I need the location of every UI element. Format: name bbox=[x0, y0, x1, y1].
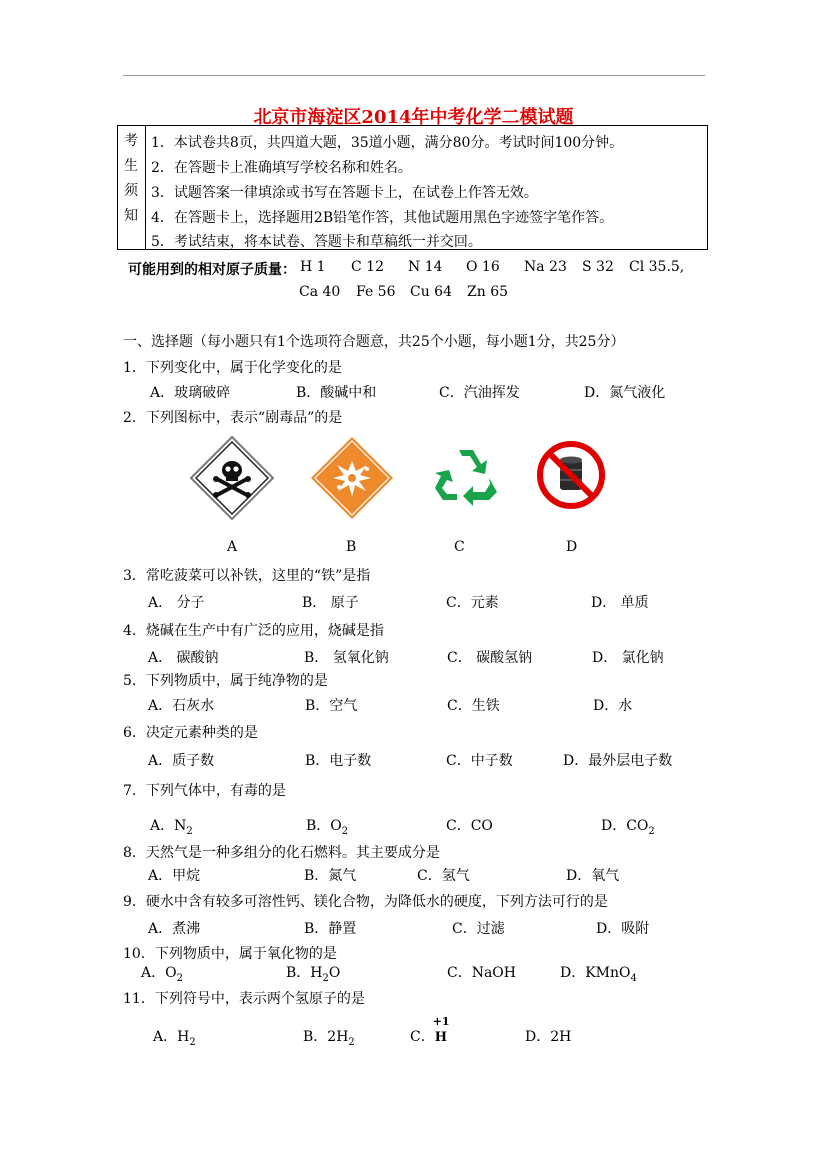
question-stem: 10．下列物质中，属于氧化物的是 bbox=[123, 946, 337, 962]
notice-item: 4．在答题卡上，选择题用2B铅笔作答，其他试题用黑色字迹签字笔作答。 bbox=[151, 210, 614, 226]
subscript: 2 bbox=[341, 825, 349, 837]
question-stem: 3．常吃菠菜可以补铁，这里的“铁”是指 bbox=[123, 568, 371, 584]
subscript: 2 bbox=[176, 972, 183, 984]
notice-label-char: 须 bbox=[124, 183, 138, 199]
notice-item: 2．在答题卡上准确填写学校名称和姓名。 bbox=[151, 160, 412, 176]
notice-label-char: 生 bbox=[124, 158, 138, 174]
atomic-mass: Cu 64 bbox=[410, 284, 452, 300]
option-b-text: B．2H bbox=[303, 1029, 349, 1045]
subscript: 4 bbox=[630, 972, 637, 984]
subscript: 2 bbox=[648, 825, 655, 837]
option-c: C．汽油挥发 bbox=[439, 385, 520, 401]
explosive-icon bbox=[309, 435, 395, 521]
subscript: 2 bbox=[189, 1036, 196, 1048]
option-d-text: D．CO bbox=[601, 818, 649, 834]
option-d: D．最外层电子数 bbox=[563, 753, 673, 769]
atomic-mass: H 1 bbox=[300, 259, 326, 275]
element-symbol: H bbox=[434, 1030, 448, 1045]
option-a: A．石灰水 bbox=[148, 698, 215, 714]
option-c-text: C． bbox=[410, 1029, 435, 1045]
option-b: B． 氢氧化钠 bbox=[304, 650, 389, 666]
option-b-text: B．H bbox=[286, 965, 323, 981]
option-c: C． 碳酸氢钠 bbox=[447, 650, 533, 666]
option-a-text: A．N bbox=[150, 818, 187, 834]
option-a: A． 分子 bbox=[148, 595, 205, 611]
option-b bbox=[303, 1026, 355, 1046]
option-b-text: O bbox=[328, 965, 341, 981]
atomic-mass: Zn 65 bbox=[467, 284, 509, 300]
subscript: 2 bbox=[348, 1036, 355, 1048]
option-d: D．2H bbox=[525, 1029, 572, 1045]
option-c: C．氢气 bbox=[417, 868, 470, 884]
question-stem: 2．下列图标中，表示“剧毒品”的是 bbox=[123, 410, 343, 426]
option-d-text: D．KMnO bbox=[560, 965, 631, 981]
notice-item: 5．考试结束，将本试卷、答题卡和草稿纸一并交回。 bbox=[151, 234, 482, 250]
atomic-mass: Na 23 bbox=[524, 259, 567, 275]
charged-symbol bbox=[432, 1015, 450, 1045]
option-b: B．酸碱中和 bbox=[296, 385, 377, 401]
image-label-c: C bbox=[454, 539, 465, 555]
recycle-icon bbox=[429, 444, 503, 506]
image-label-d: D bbox=[566, 539, 578, 555]
atomic-mass: S 32 bbox=[582, 259, 614, 275]
option-b-text: B．O bbox=[306, 818, 342, 834]
option-c: C．生铁 bbox=[447, 698, 500, 714]
option-d: D．水 bbox=[593, 698, 633, 714]
option-a bbox=[150, 815, 193, 835]
notice-label-char: 知 bbox=[124, 208, 138, 224]
option-b: B． 原子 bbox=[302, 595, 359, 611]
option-c: C．中子数 bbox=[446, 753, 513, 769]
image-label-b: B bbox=[346, 539, 357, 555]
question-stem: 7．下列气体中，有毒的是 bbox=[123, 783, 286, 799]
atomic-mass-label: 可能用到的相对原子质量： bbox=[128, 262, 296, 278]
option-a-text: A．O bbox=[141, 965, 177, 981]
option-d: D．吸附 bbox=[596, 921, 650, 937]
option-d bbox=[560, 962, 637, 982]
atomic-mass: C 12 bbox=[351, 259, 384, 275]
header-rule bbox=[123, 75, 705, 76]
page-title: 北京市海淀区2014年中考化学二模试题 bbox=[253, 107, 574, 128]
question-stem: 8．天然气是一种多组分的化石燃料。其主要成分是 bbox=[123, 845, 440, 861]
no-oil-barrel-icon bbox=[536, 440, 606, 510]
notice-label-char: 考 bbox=[124, 133, 138, 149]
option-b bbox=[306, 815, 348, 835]
option-d: D． 单质 bbox=[591, 595, 649, 611]
option-d bbox=[601, 815, 655, 835]
atomic-mass: Ca 40 bbox=[299, 284, 341, 300]
option-b: B．氮气 bbox=[304, 868, 357, 884]
subscript: 2 bbox=[322, 972, 329, 984]
question-stem: 6．决定元素种类的是 bbox=[123, 725, 258, 741]
option-b bbox=[286, 962, 340, 982]
option-a: A．玻璃破碎 bbox=[150, 385, 231, 401]
section-heading: 一、选择题（每小题只有1个选项符合题意，共25个小题，每小题1分，共25分） bbox=[123, 334, 625, 350]
atomic-mass: Cl 35.5, bbox=[629, 259, 685, 275]
option-a bbox=[141, 962, 183, 982]
option-a bbox=[153, 1026, 196, 1046]
option-c bbox=[410, 1015, 450, 1046]
question-stem: 9．硬水中含有较多可溶性钙、镁化合物，为降低水的硬度，下列方法可行的是 bbox=[123, 894, 608, 910]
option-d: D． 氯化钠 bbox=[592, 650, 664, 666]
option-a: A．质子数 bbox=[148, 753, 215, 769]
option-c: C．元素 bbox=[446, 595, 499, 611]
option-a: A．甲烷 bbox=[148, 868, 201, 884]
question-stem: 4．烧碱在生产中有广泛的应用，烧碱是指 bbox=[123, 623, 384, 639]
notice-item: 3．试题答案一律填涂或书写在答题卡上，在试卷上作答无效。 bbox=[151, 185, 538, 201]
question-stem: 5．下列物质中，属于纯净物的是 bbox=[123, 673, 328, 689]
image-label-a: A bbox=[227, 539, 238, 555]
question-stem: 11．下列符号中，表示两个氢原子的是 bbox=[123, 991, 365, 1007]
toxic-skull-icon bbox=[189, 435, 275, 521]
atomic-mass: Fe 56 bbox=[356, 284, 396, 300]
atomic-mass: O 16 bbox=[466, 259, 500, 275]
valence-mark: +1 bbox=[432, 1015, 450, 1028]
option-c: C．NaOH bbox=[447, 965, 516, 981]
atomic-mass: N 14 bbox=[408, 259, 443, 275]
option-c: C．过滤 bbox=[452, 921, 505, 937]
option-a: A． 碳酸钠 bbox=[148, 650, 219, 666]
question-stem: 1．下列变化中，属于化学变化的是 bbox=[123, 360, 342, 376]
exam-notice-box bbox=[117, 125, 708, 250]
notice-item: 1．本试卷共8页，共四道大题，35道小题，满分80分。考试时间100分钟。 bbox=[151, 135, 624, 151]
subscript: 2 bbox=[186, 825, 193, 837]
option-b: B．静置 bbox=[304, 921, 357, 937]
option-a: A．煮沸 bbox=[148, 921, 201, 937]
notice-label-column bbox=[118, 126, 146, 249]
option-b: B．电子数 bbox=[305, 753, 372, 769]
option-b: B．空气 bbox=[305, 698, 358, 714]
option-d: D．氧气 bbox=[566, 868, 620, 884]
option-d: D．氮气液化 bbox=[584, 385, 666, 401]
option-a-text: A．H bbox=[153, 1029, 190, 1045]
option-c: C．CO bbox=[446, 818, 493, 834]
